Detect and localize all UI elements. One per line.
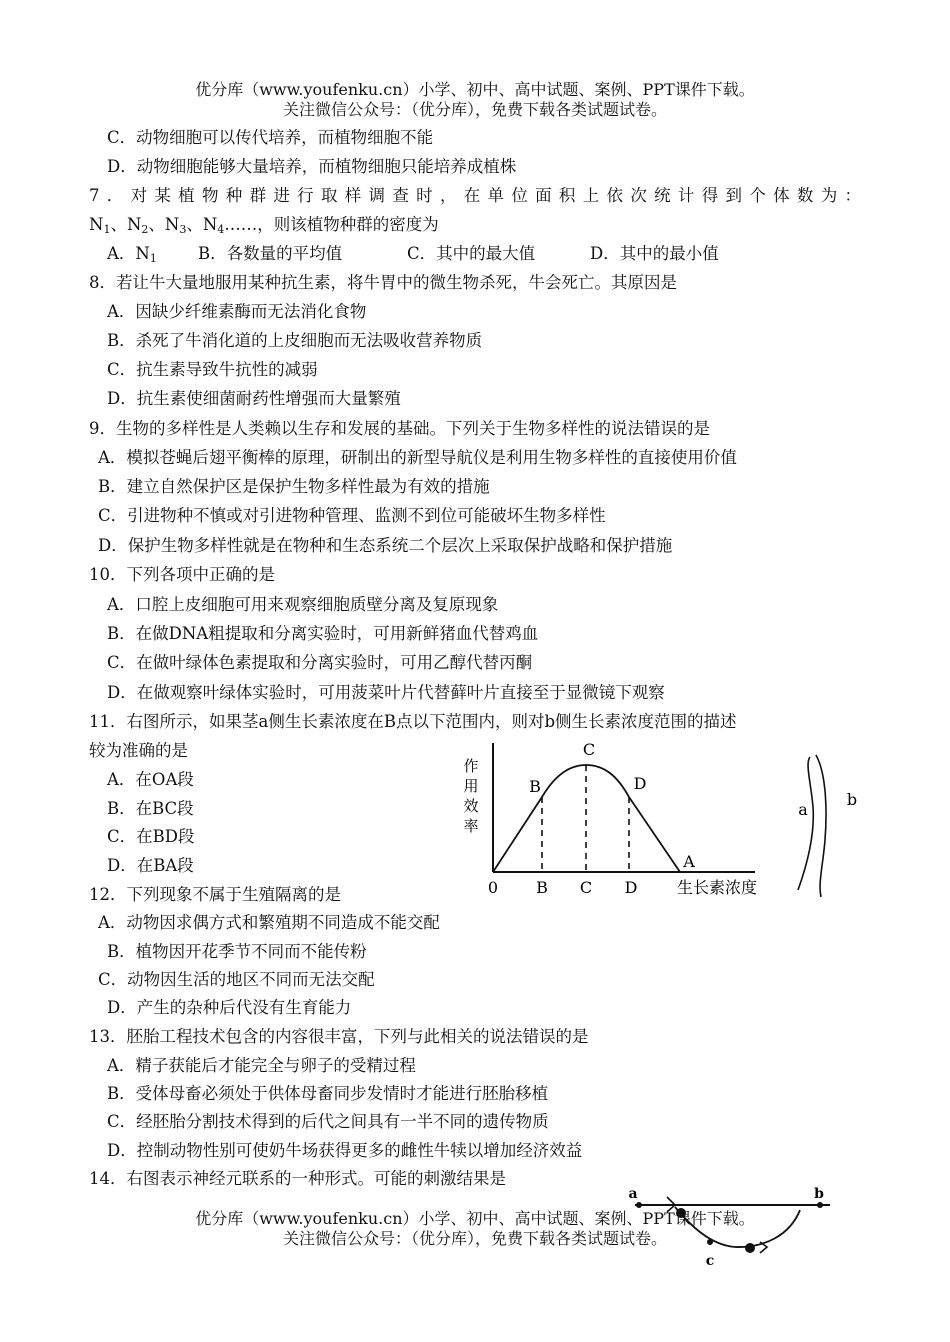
q8-option-d: D．抗生素使细菌耐药性增强而大量繁殖 <box>107 389 401 408</box>
point-label-a: A <box>683 852 695 871</box>
x-tick-d: D <box>624 878 638 897</box>
q7-stem-line-1: 7．对某植物种群进行取样调查时，在单位面积上依次统计得到个体数为： <box>89 186 861 205</box>
q7-option-d: D．其中的最小值 <box>590 244 719 263</box>
q11-option-b: B．在BC段 <box>107 799 194 818</box>
x-axis-label: 生长素浓度 <box>676 878 758 897</box>
q12-option-b: B．植物因开花季节不同而不能传粉 <box>107 942 367 961</box>
y-label-char-4: 率 <box>463 817 479 835</box>
q10-stem: 10．下列各项中正确的是 <box>89 565 275 584</box>
stem-label-b: b <box>846 790 858 809</box>
q9-option-c: C．引进物种不慎或对引进物种管理、监测不到位可能破坏生物多样性 <box>98 506 606 525</box>
q7-option-b: B．各数量的平均值 <box>198 244 343 263</box>
y-label-char-2: 用 <box>463 777 479 795</box>
q11-stem-line-1: 11．右图所示，如果茎a侧生长素浓度在B点以下范围内，则对b侧生长素浓度范围的描述 <box>89 712 737 731</box>
q12-option-a: A．动物因求偶方式和繁殖期不同造成不能交配 <box>98 913 440 932</box>
q7-option-a: A．$N_1$ <box>107 244 157 265</box>
q8-option-c: C．抗生素导致牛抗性的减弱 <box>107 360 318 379</box>
footer-line-1: 优分库（www.youfenku.cn）小学、初中、高中试题、案例、PPT课件下载。 <box>195 1209 755 1228</box>
header-line-1: 优分库（www.youfenku.cn）小学、初中、高中试题、案例、PPT课件下载。 <box>195 80 755 99</box>
q13-stem: 13．胚胎工程技术包含的内容很丰富，下列与此相关的说法错误的是 <box>89 1027 589 1046</box>
x-tick-c: C <box>579 878 593 897</box>
q9-option-d: D．保护生物多样性就是在物种和生态系统二个层次上采取保护战略和保护措施 <box>98 536 673 555</box>
q14-stem: 14．右图表示神经元联系的一种形式。可能的刺激结果是 <box>89 1169 506 1188</box>
q8-option-b: B．杀死了牛消化道的上皮细胞而无法吸收营养物质 <box>107 331 483 350</box>
footer-line-2: 关注微信公众号：（优分库），免费下载各类试题试卷。 <box>282 1229 667 1248</box>
header-line-2: 关注微信公众号：（优分库），免费下载各类试题试卷。 <box>282 100 667 119</box>
q9-option-a: A．模拟苍蝇后翅平衡棒的原理，研制出的新型导航仪是利用生物多样性的直接使用价值 <box>98 448 737 467</box>
node-a <box>636 1202 642 1208</box>
origin-label: 0 <box>487 878 499 897</box>
q13-option-b: B．受体母畜必须处于供体母畜同步发情时才能进行胚胎移植 <box>107 1084 549 1103</box>
q7-option-c: C．其中的最大值 <box>407 244 536 263</box>
q7-stem-line-2: $N_1$、$N_2$、$N_3$、$N_4\dots\dots$，则该植物种群的密度为 <box>89 215 439 236</box>
q9-option-b: B．建立自然保护区是保护生物多样性最为有效的措施 <box>98 477 490 496</box>
q12-option-c: C．动物因生活的地区不同而无法交配 <box>98 970 375 989</box>
q11-option-a: A．在OA段 <box>107 770 194 789</box>
q11-option-d: D．在BA段 <box>107 856 194 875</box>
q12-stem: 12．下列现象不属于生殖隔离的是 <box>89 885 341 904</box>
q11-stem-line-2: 较为准确的是 <box>89 741 188 760</box>
y-label-char-3: 效 <box>463 797 479 815</box>
q8-option-a: A．因缺少纤维素酶而无法消化食物 <box>107 302 367 321</box>
x-tick-b: B <box>536 878 548 897</box>
q10-option-c: C．在做叶绿体色素提取和分离实验时，可用乙醇代替丙酮 <box>107 653 533 672</box>
q13-option-a: A．精子获能后才能完全与卵子的受精过程 <box>107 1056 416 1075</box>
node-b <box>817 1202 823 1208</box>
stem-shape <box>798 755 826 897</box>
q10-option-a: A．口腔上皮细胞可用来观察细胞质壁分离及复原现象 <box>107 595 499 614</box>
q12-option-d: D．产生的杂种后代没有生育能力 <box>107 998 352 1017</box>
q9-stem: 9．生物的多样性是人类赖以生存和发展的基础。下列关于生物多样性的说法错误的是 <box>89 419 710 438</box>
neuron-label-c: c <box>705 1253 715 1269</box>
point-label-b: B <box>529 777 541 796</box>
neuron-label-a: a <box>628 1186 638 1202</box>
point-label-c: C <box>582 740 596 759</box>
stem-label-a: a <box>798 800 808 819</box>
q10-option-d: D．在做观察叶绿体实验时，可用菠菜叶片代替藓叶片直接至于显微镜下观察 <box>107 683 665 702</box>
y-label-char-1: 作 <box>463 757 479 775</box>
q6-option-d: D．动物细胞能够大量培养，而植物细胞只能培养成植株 <box>107 157 517 176</box>
q10-option-b: B．在做DNA粗提取和分离实验时，可用新鲜猪血代替鸡血 <box>107 624 539 643</box>
neuron-label-b: b <box>814 1186 824 1202</box>
q13-option-d: D．控制动物性别可使奶牛场获得更多的雌性牛犊以增加经济效益 <box>107 1141 583 1160</box>
q6-option-c: C．动物细胞可以传代培养，而植物细胞不能 <box>107 128 434 147</box>
point-label-d: D <box>633 774 647 793</box>
q13-option-c: C．经胚胎分割技术得到的后代之间具有一半不同的遗传物质 <box>107 1112 549 1131</box>
q11-option-c: C．在BD段 <box>107 827 195 846</box>
q8-stem: 8．若让牛大量地服用某种抗生素，将牛胃中的微生物杀死，牛会死亡。其原因是 <box>89 273 677 292</box>
q11-figure <box>455 735 875 905</box>
